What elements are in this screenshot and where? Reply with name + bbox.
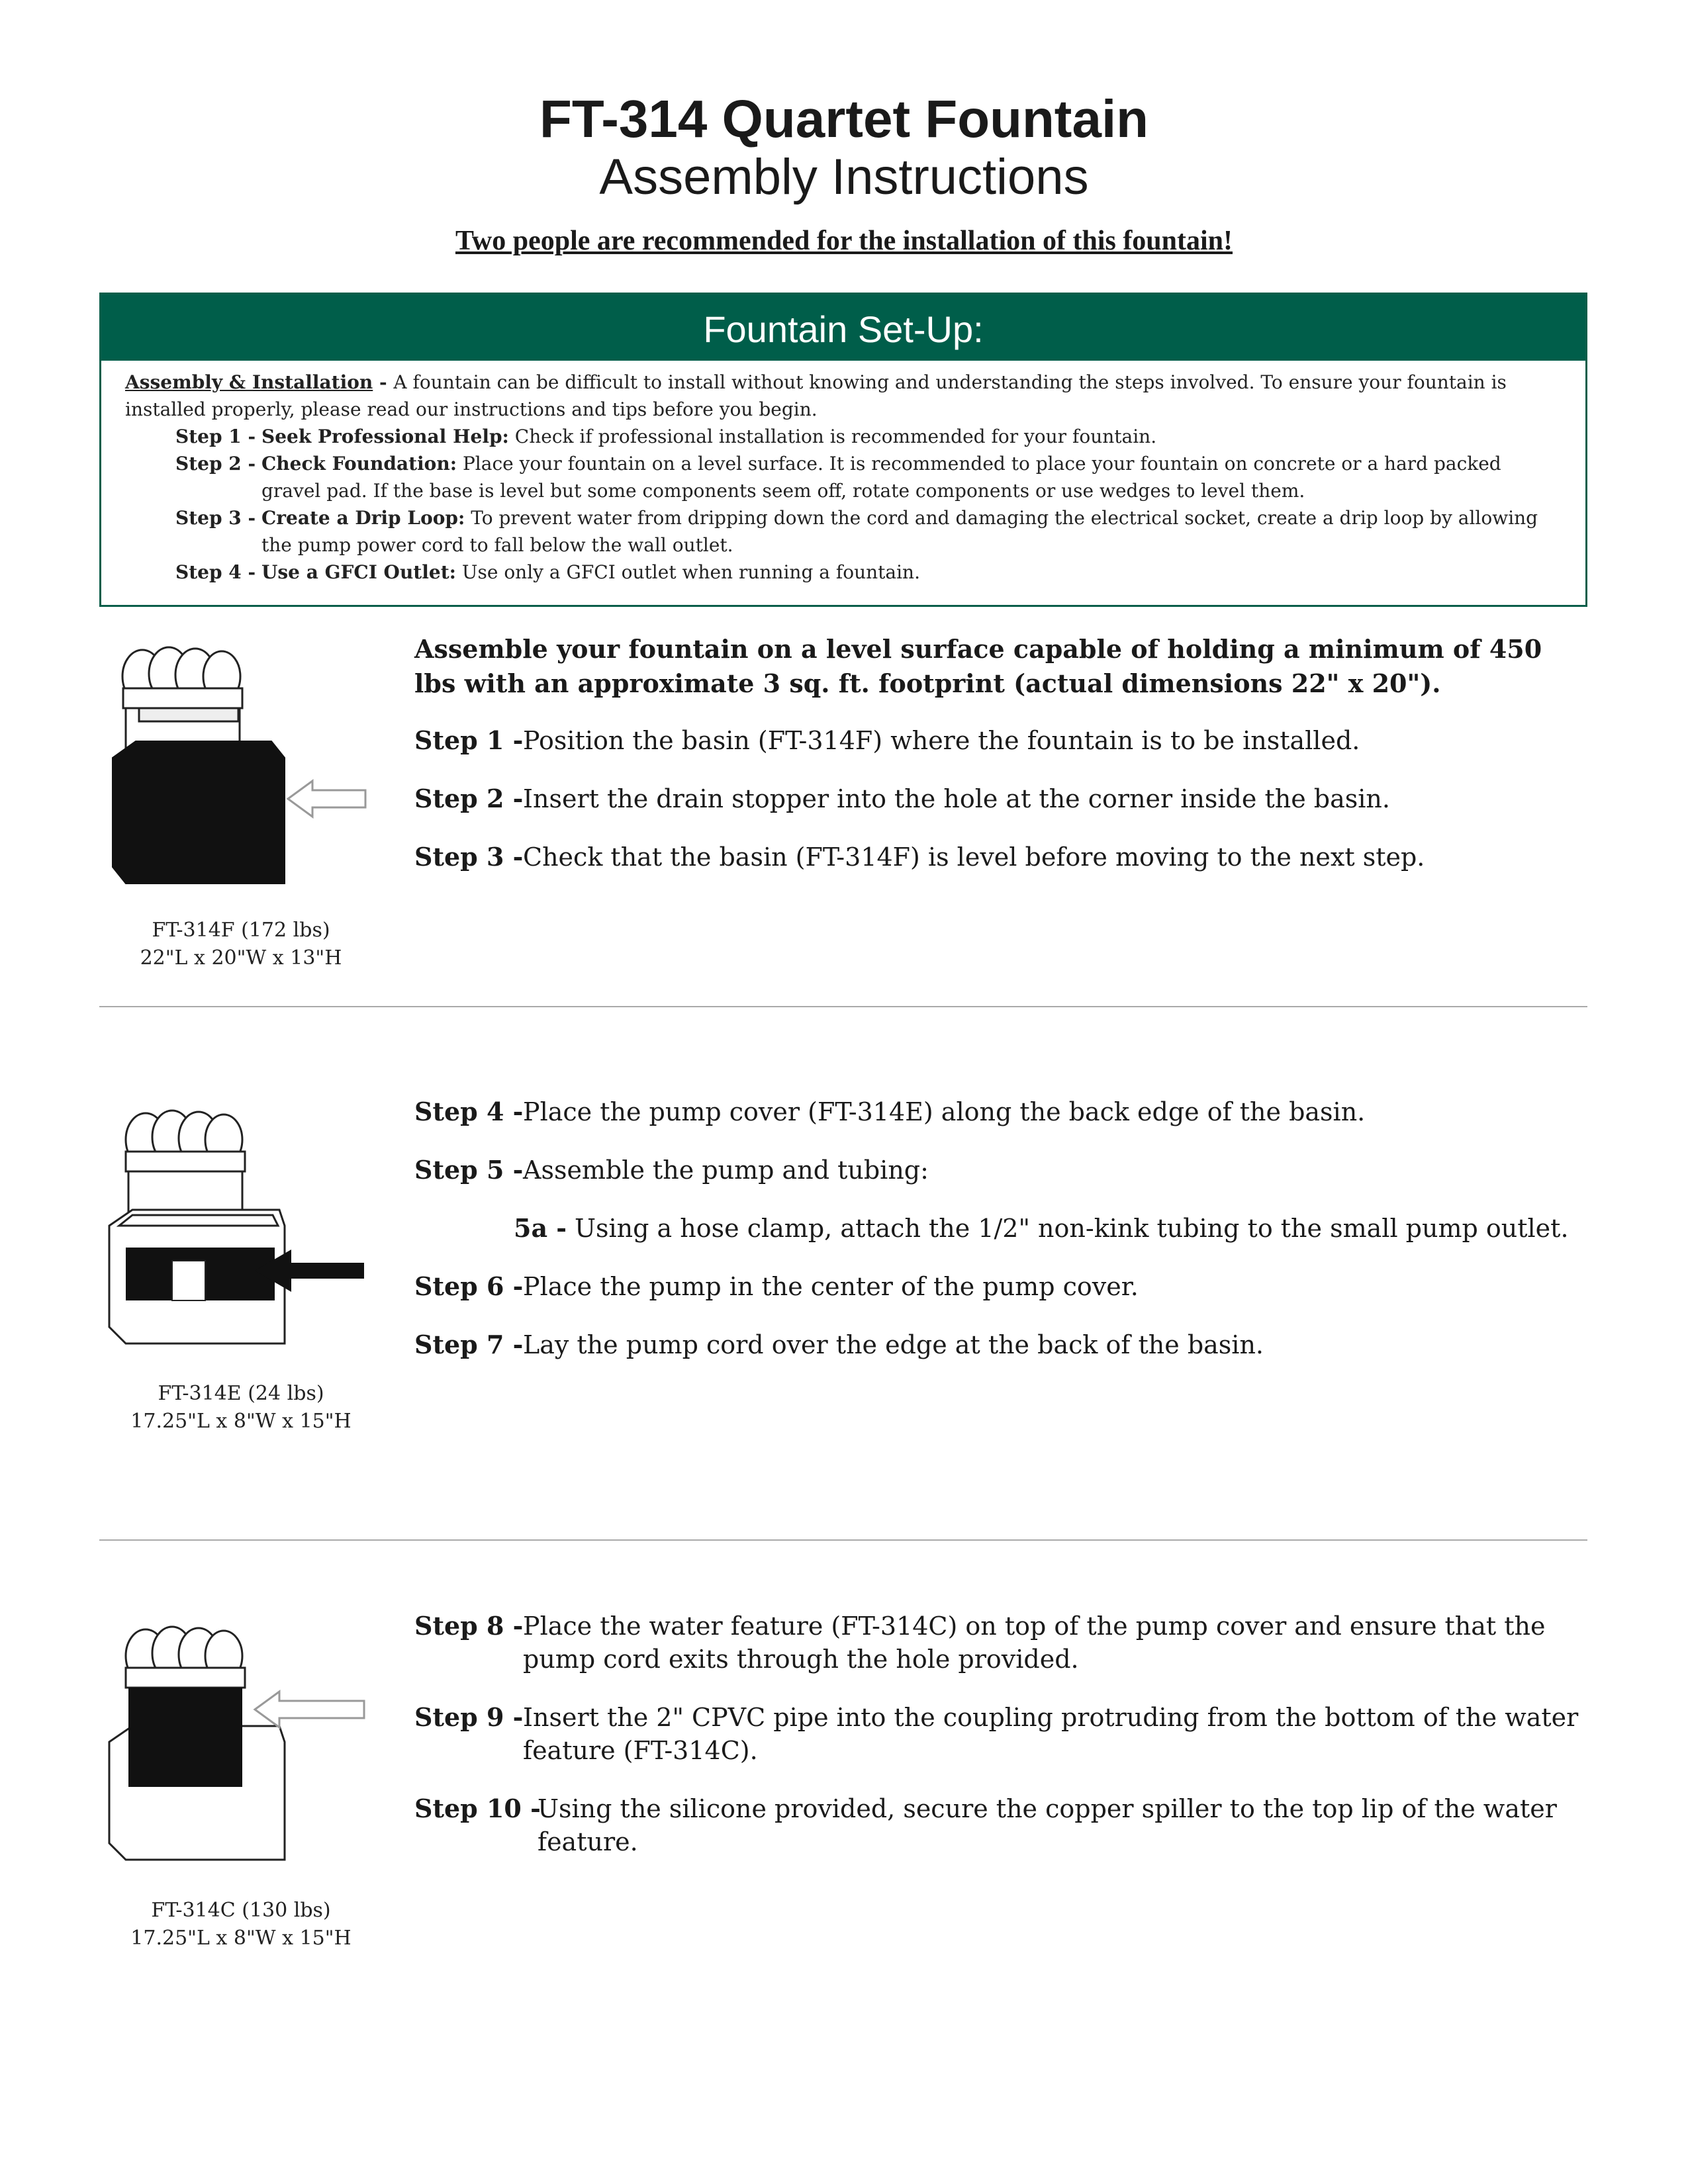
caption-model: FT-314E (24 lbs) [158, 1382, 324, 1405]
step-number: Step 6 - [414, 1271, 524, 1301]
step-number: Step 5 - [414, 1155, 524, 1185]
page-subtitle: Assembly Instructions [599, 149, 1089, 205]
step-number: Step 7 - [414, 1330, 524, 1359]
setup-step-label: Check Foundation: [261, 453, 457, 475]
setup-heading: Fountain Set-Up: [101, 295, 1585, 361]
setup-step-text: Place your fountain on a level surface. It is recommended to place your fountain on concrete or a hard packed gravel pad. If the base is level but some components seem off, rotate components or use wedges to level them. [261, 453, 1501, 502]
setup-step-text: Use only a GFCI outlet when running a fountain. [461, 561, 920, 583]
step-number: Step 3 - [414, 842, 524, 872]
page-title: FT-314 Quartet Fountain [539, 89, 1149, 148]
setup-step-label: Use a GFCI Outlet: [261, 561, 456, 583]
step-text: Insert the 2" CPVC pipe into the coupling protruding from the bottom of the water feature (FT-314C). [523, 1703, 1579, 1765]
setup-intro-label: Assembly & Installation [125, 371, 373, 393]
caption-dimensions: 17.25"L x 8"W x 15"H [130, 1927, 352, 1950]
figure-caption [109, 1897, 373, 1952]
fountain-illustration-icon [99, 635, 377, 900]
step-number: Step 10 - [414, 1794, 541, 1823]
setup-intro-dash: - [373, 371, 394, 393]
step-number: Step 4 - [414, 1097, 524, 1126]
step-text: Lay the pump cord over the edge at the back of the basin. [523, 1330, 1264, 1359]
step-row [414, 1154, 1593, 1187]
step-row [414, 724, 1593, 757]
fountain-illustration-icon [99, 1615, 377, 1866]
step-text: Using the silicone provided, secure the copper spiller to the top lip of the water feature. [538, 1794, 1557, 1856]
setup-intro-text: A fountain can be difficult to install without knowing and understanding the steps involved. To ensure your fountain is installed properly, please read our instructions and tips before you begin. [125, 371, 1507, 420]
figure-caption [109, 917, 373, 972]
installation-notice: Two people are recommended for the installation of this fountain! [455, 226, 1233, 256]
step-number: Step 1 - [414, 725, 524, 755]
substep-number: 5a - [514, 1213, 567, 1243]
step-row [414, 1095, 1593, 1128]
substep-text: Using a hose clamp, attach the 1/2" non-kink tubing to the small pump outlet. [575, 1214, 1569, 1243]
caption-model: FT-314F (172 lbs) [152, 919, 330, 942]
step-row [414, 1701, 1593, 1767]
section-divider [99, 1006, 1587, 1007]
step-number: Step 9 - [414, 1702, 524, 1732]
step-number: Step 8 - [414, 1611, 524, 1641]
figure-caption [109, 1380, 373, 1435]
setup-step [125, 559, 1562, 586]
setup-step-number: Step 3 - [175, 507, 256, 529]
step-text: Check that the basin (FT-314F) is level before moving to the next step. [523, 842, 1425, 872]
step-row [414, 1792, 1593, 1858]
caption-dimensions: 22"L x 20"W x 13"H [140, 946, 342, 970]
step-row [414, 1270, 1593, 1303]
setup-step [125, 423, 1562, 450]
fountain-setup-panel [99, 293, 1587, 607]
fountain-illustration-icon [99, 1099, 377, 1350]
step-text: Place the water feature (FT-314C) on top of the pump cover and ensure that the pump cord exits through the hole provided. [523, 1612, 1546, 1674]
step-row [414, 1610, 1593, 1676]
step-row [414, 1328, 1593, 1361]
step-row [414, 841, 1593, 874]
setup-body [101, 361, 1585, 586]
step-text: Insert the drain stopper into the hole at the corner inside the basin. [523, 784, 1390, 813]
step-text: Place the pump in the center of the pump cover. [523, 1272, 1139, 1301]
lead-instruction: Assemble your fountain on a level surface capable of holding a minimum of 450 lbs with an approximate 3 sq. ft. footprint (actual dimensions 22" x 20"). [414, 634, 1542, 698]
setup-step-text: To prevent water from dripping down the cord and damaging the electrical socket, create a drip loop by allowing the pump power cord to fall below the wall outlet. [261, 507, 1538, 556]
setup-step [125, 450, 1562, 504]
caption-model: FT-314C (130 lbs) [151, 1899, 331, 1922]
setup-step-number: Step 2 - [175, 453, 256, 475]
section-divider [99, 1539, 1587, 1541]
substep-row [514, 1212, 1688, 1245]
setup-step-label: Seek Professional Help: [261, 426, 509, 447]
setup-step-text: Check if professional installation is recommended for your fountain. [514, 426, 1157, 447]
setup-intro [125, 369, 1562, 423]
step-number: Step 2 - [414, 784, 524, 813]
setup-step [125, 504, 1562, 559]
step-text: Position the basin (FT-314F) where the fountain is to be installed. [523, 726, 1360, 755]
caption-dimensions: 17.25"L x 8"W x 15"H [130, 1410, 352, 1433]
step-row [414, 782, 1593, 815]
setup-step-label: Create a Drip Loop: [261, 507, 465, 529]
setup-step-number: Step 4 - [175, 561, 256, 583]
step-text: Assemble the pump and tubing: [523, 1156, 929, 1185]
setup-step-number: Step 1 - [175, 426, 256, 447]
step-text: Place the pump cover (FT-314E) along the back edge of the basin. [523, 1097, 1366, 1126]
